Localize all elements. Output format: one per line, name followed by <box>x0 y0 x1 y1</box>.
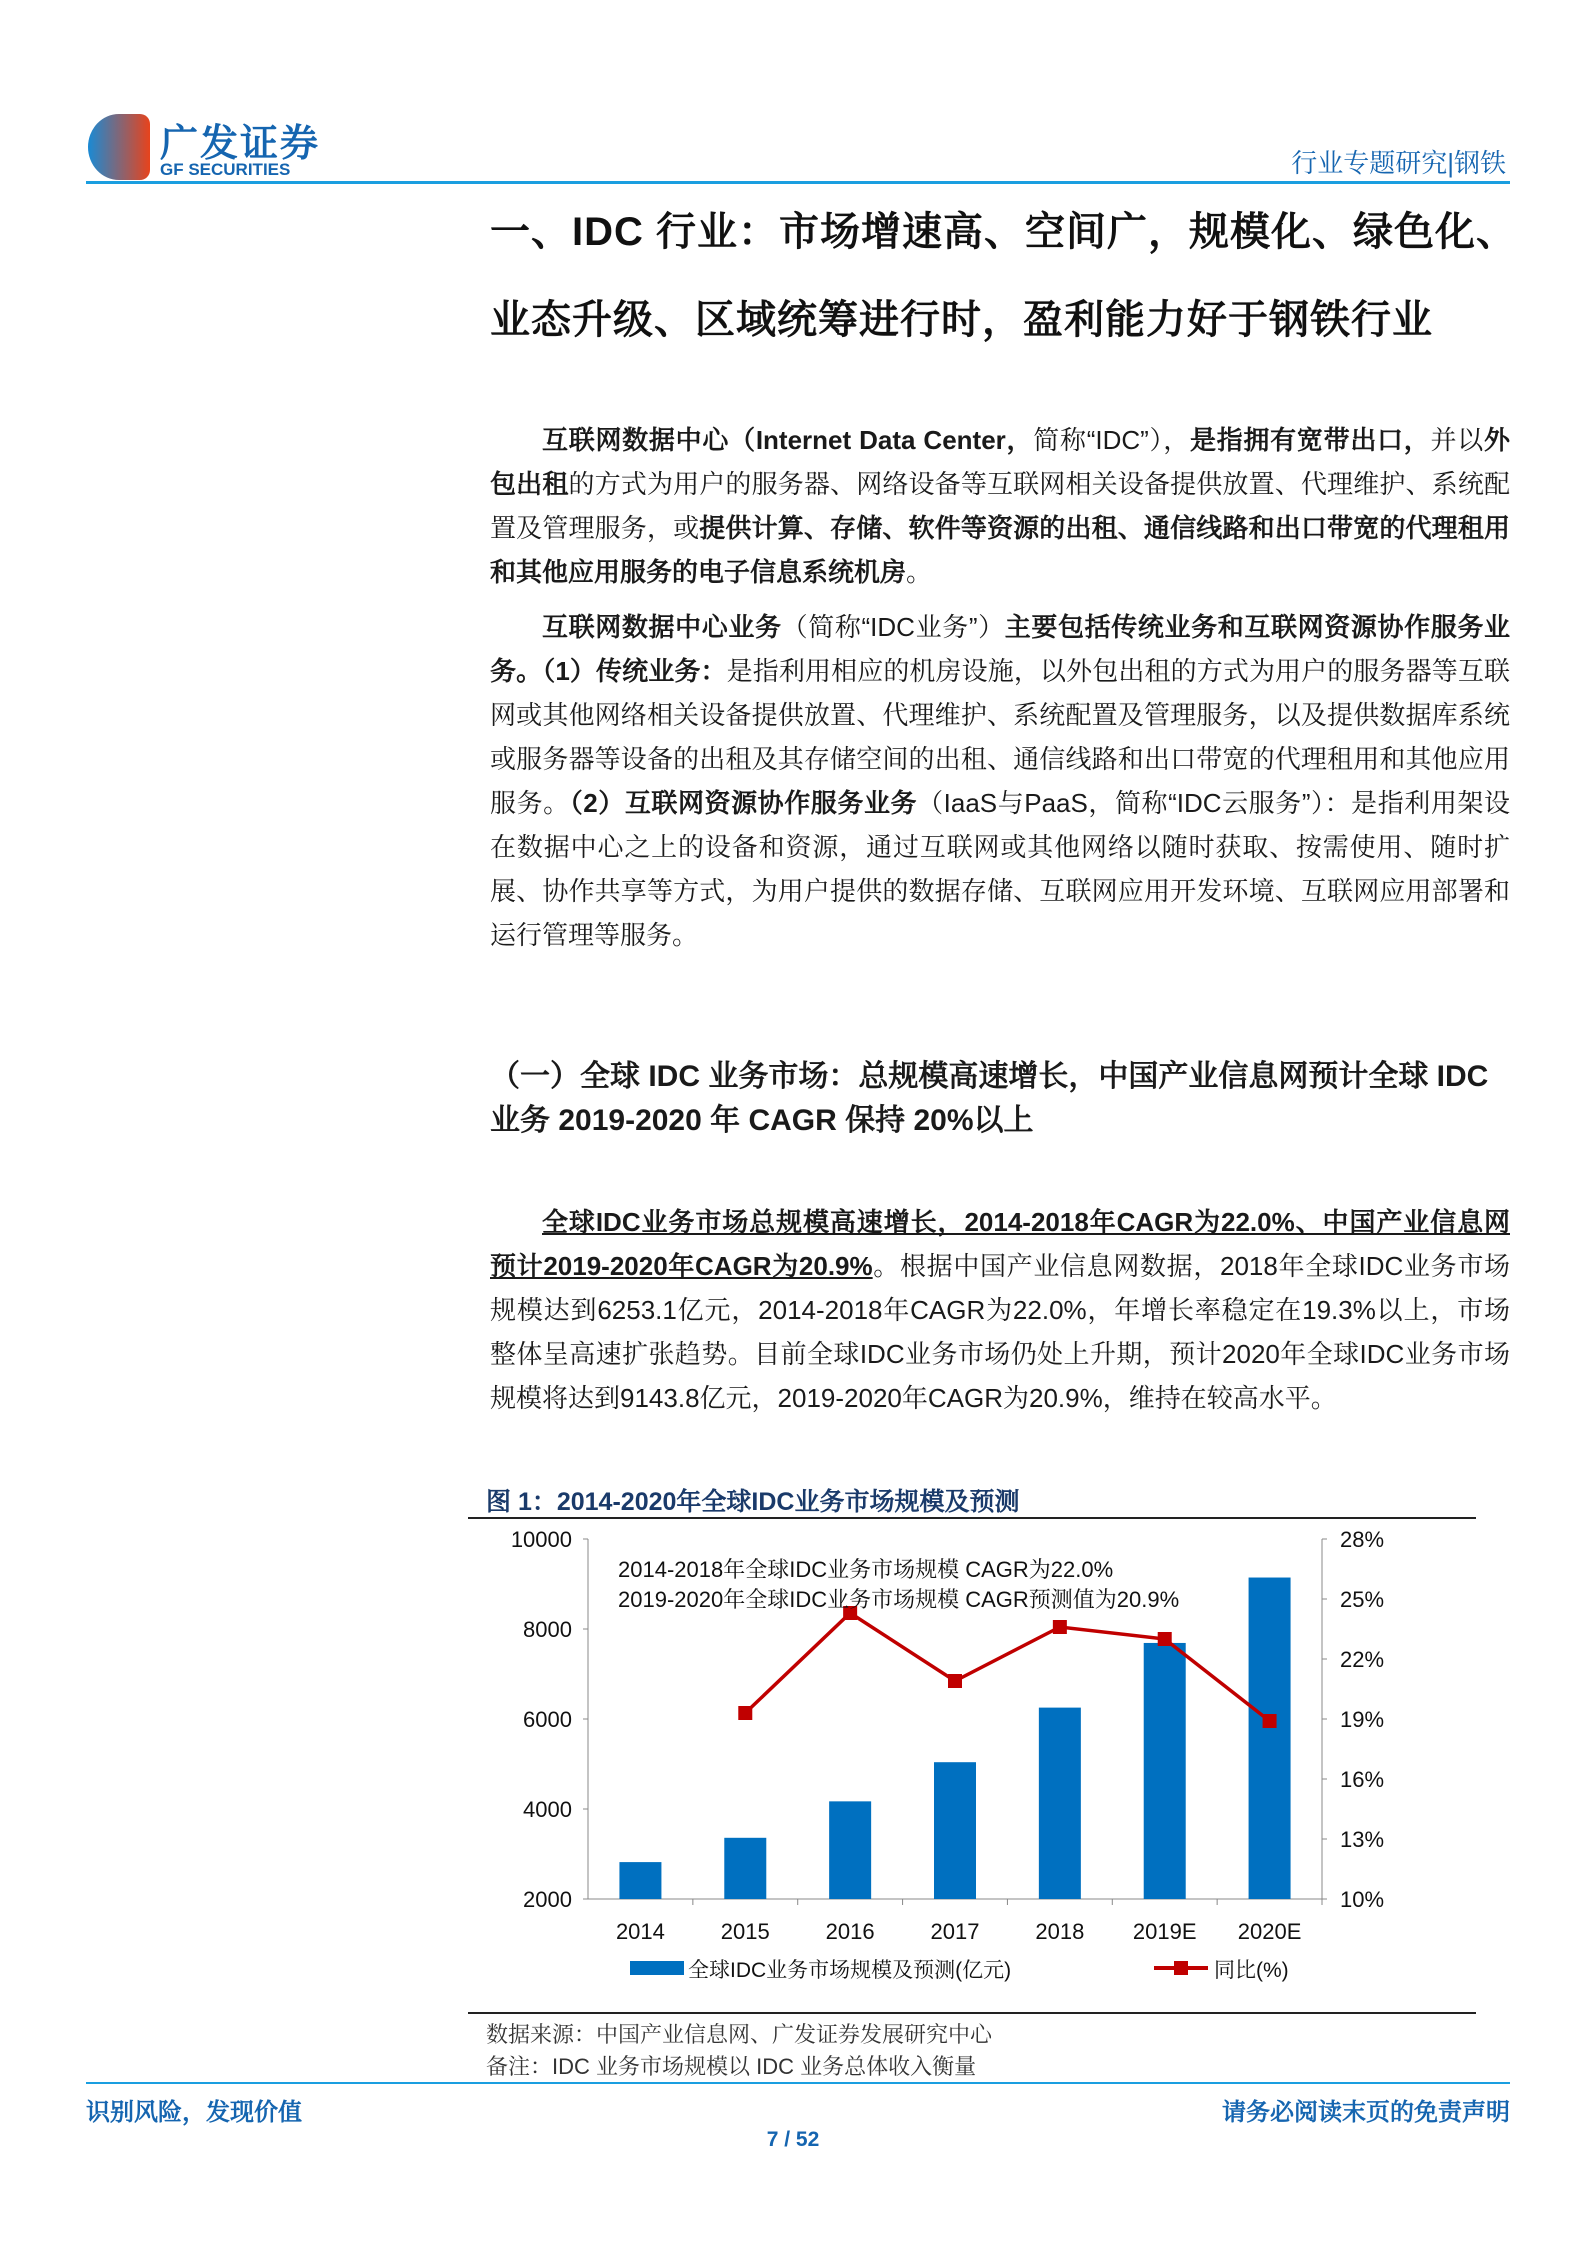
bar <box>934 1762 976 1899</box>
paragraph-idc-definition <box>490 418 1510 594</box>
figure-note: 备注：IDC 业务市场规模以 IDC 业务总体收入衡量 <box>486 2054 977 2079</box>
x-tick-label: 2020E <box>1237 1919 1302 1944</box>
x-tick-label: 2015 <box>720 1919 770 1944</box>
legend-line-label: 同比(%) <box>1214 1959 1289 1982</box>
body-text: 。根据中国产业信息网数据，2018年全球IDC业务市场规模达到6253.1亿元，2014-2018年CAGR为22.0%，年增长率稳定在19.3%以上，市场整体呈高速扩张趋势。目前全球IDC业务市场仍处上升期，预计2020年全球IDC业务市场规模将达到9143.8亿元，2019-2020年CAGR为20.9%，维持在较高水平。 <box>490 1251 1510 1413</box>
emphasized-text: 互联网数据中心业务 <box>542 612 782 642</box>
idc-market-chart <box>468 1519 1476 2004</box>
footer-divider <box>86 2082 1510 2084</box>
header-divider <box>86 181 1510 184</box>
yoy-marker <box>1053 1620 1067 1634</box>
body-text: 。 <box>906 557 933 587</box>
right-tick-label: 16% <box>1340 1767 1385 1792</box>
footer-disclaimer-link[interactable]: 请务必阅读末页的免责声明 <box>1222 2099 1510 2126</box>
chart-annotation: 2019-2020年全球IDC业务市场规模 CAGR预测值为20.9% <box>618 1587 1180 1612</box>
right-tick-label: 13% <box>1340 1827 1385 1852</box>
bar <box>1249 1578 1291 1899</box>
body-text: （IaaS与PaaS，简称“IDC云服务”）：是指利用架设在数据中心之上的设备和资源，通过互联网或其他网络以随时获取、按需使用、随时扩展、协作共享等方式，为用户提供的数据存储、互联网应用开发环境、互联网应用部署和运行管理等服务。 <box>490 788 1510 950</box>
x-tick-label: 2014 <box>615 1919 665 1944</box>
right-tick-label: 19% <box>1340 1707 1385 1732</box>
legend-line-marker <box>1174 1961 1188 1975</box>
x-tick-label: 2016 <box>825 1919 875 1944</box>
footer-slogan: 识别风险，发现价值 <box>86 2099 302 2126</box>
bar <box>829 1801 871 1899</box>
left-tick-label: 8000 <box>523 1617 572 1642</box>
bar <box>619 1862 661 1899</box>
left-tick-label: 6000 <box>523 1707 572 1732</box>
legend-bar-label: 全球IDC业务市场规模及预测(亿元) <box>688 1959 1012 1982</box>
emphasized-text: （2）互联网资源协作服务业务 <box>569 788 918 818</box>
yoy-marker <box>738 1706 752 1720</box>
figure-caption: 图 1：2014-2020年全球IDC业务市场规模及预测 <box>486 1488 1020 1516</box>
body-text: （简称“IDC业务”） <box>781 612 1005 642</box>
right-tick-label: 25% <box>1340 1587 1385 1612</box>
page-number: 7 / 52 <box>766 2128 820 2151</box>
yoy-marker <box>948 1674 962 1688</box>
figure-bottom-rule <box>468 2012 1476 2014</box>
emphasized-text: 互联网数据中心（Internet Data Center， <box>542 425 1034 455</box>
gf-securities-logo <box>88 112 338 184</box>
left-tick-label: 2000 <box>523 1887 572 1912</box>
left-tick-label: 10000 <box>510 1527 572 1552</box>
subsection-heading: （一）全球 IDC 业务市场：总规模高速增长，中国产业信息网预计全球 IDC 业务 2019-2020 年 CAGR 保持 20%以上 <box>490 1060 1489 1137</box>
emphasized-text: 是指拥有宽带出口， <box>1189 425 1431 455</box>
body-text: 的方式为用户的服务器、网络设备等互联网相关设备提供放置、代理维护、系统配置及管理服务，或 <box>490 469 1510 543</box>
yoy-line <box>745 1613 1269 1721</box>
emphasized-text: 提供计算、存储、软件等资源的出租、通信线路和出口带宽的代理租用和其他应用服务的电子信息系统机房 <box>490 513 1510 587</box>
paragraph-idc-business <box>490 605 1510 957</box>
body-text: 是指利用相应的机房设施，以外包出租的方式为用户的服务器等互联网或其他网络相关设备提供放置、代理维护、系统配置及管理服务，以及提供数据库系统或服务器等设备的出租及其存储空间的出租、通信线路和出口带宽的代理租用和其他应用服务。 <box>490 656 1510 818</box>
emphasized-text: 主要包括传统业务和互联网资源协作服务业务。（1）传统业务： <box>490 612 1510 686</box>
report-category: 行业专题研究|钢铁 <box>1291 148 1506 178</box>
right-tick-label: 22% <box>1340 1647 1385 1672</box>
paragraph-global-market <box>490 1200 1510 1420</box>
right-tick-label: 28% <box>1340 1527 1385 1552</box>
x-tick-label: 2019E <box>1132 1919 1197 1944</box>
right-tick-label: 10% <box>1340 1887 1385 1912</box>
emphasized-text: 外包出租 <box>490 425 1510 499</box>
bar <box>1144 1643 1186 1899</box>
logo-text-cn: 广发证券 <box>160 123 321 165</box>
bar <box>724 1838 766 1899</box>
body-text: 简称“IDC”）， <box>1033 425 1190 455</box>
body-text: 并以 <box>1430 425 1484 455</box>
yoy-marker <box>1263 1714 1277 1728</box>
left-tick-label: 4000 <box>523 1797 572 1822</box>
logo-text-en: GF SECURITIES <box>160 160 291 179</box>
bar <box>1039 1708 1081 1899</box>
logo-mark-icon <box>88 114 150 180</box>
legend-bar-swatch <box>630 1961 684 1975</box>
emphasized-text: 全球IDC业务市场总规模高速增长，2014-2018年CAGR为22.0%、中国产业信息网预计2019-2020年CAGR为20.9% <box>490 1207 1510 1281</box>
x-tick-label: 2017 <box>930 1919 980 1944</box>
yoy-marker <box>1158 1632 1172 1646</box>
x-tick-label: 2018 <box>1035 1919 1085 1944</box>
section-title-line1: 一、IDC 行业：市场增速高、空间广，规模化、绿色化、 <box>490 210 1517 254</box>
section-title-line2: 业态升级、区域统筹进行时，盈利能力好于钢铁行业 <box>490 298 1433 342</box>
chart-annotation: 2014-2018年全球IDC业务市场规模 CAGR为22.0% <box>618 1557 1114 1582</box>
figure-source: 数据来源：中国产业信息网、广发证券发展研究中心 <box>486 2022 993 2047</box>
